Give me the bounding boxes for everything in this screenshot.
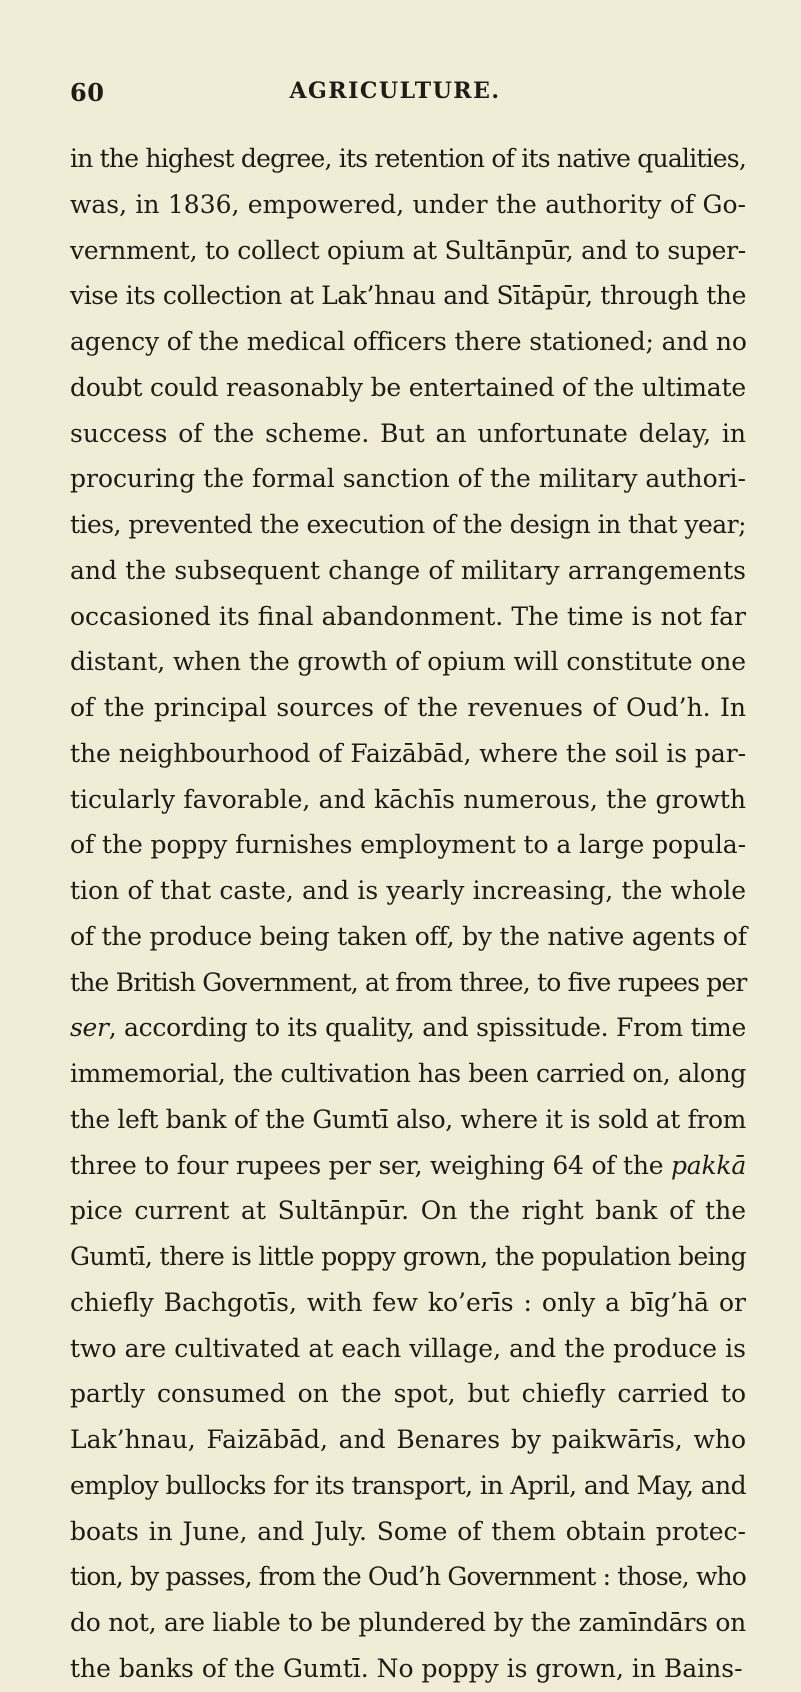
text-segment: two are cultivated at each village, and the produce is <box>70 1333 746 1363</box>
text-segment: the banks of the Gumtī. No poppy is grown, in Bains- <box>70 1653 743 1683</box>
text-line <box>70 1600 746 1646</box>
text-line <box>70 1646 746 1692</box>
text-line <box>70 1417 746 1463</box>
text-line <box>70 731 746 777</box>
body-text <box>70 136 746 1692</box>
text-line <box>70 868 746 914</box>
text-segment: ties, prevented the execution of the design in that year; <box>70 510 746 539</box>
text-line <box>70 1097 746 1143</box>
text-line <box>70 960 746 1006</box>
text-line <box>70 182 746 228</box>
text-line <box>70 1188 746 1234</box>
text-line <box>70 777 746 823</box>
italic-word: pakkā <box>671 1150 746 1180</box>
text-segment: vernment, to collect opium at Sultānpūr, and to super- <box>70 235 746 265</box>
text-segment: success of the scheme. But an unfortunate delay, in <box>70 418 746 448</box>
text-segment: procuring the formal sanction of the military authori- <box>70 464 746 494</box>
text-segment: do not, are liable to be plundered by the zamīndārs on <box>70 1608 746 1637</box>
text-segment: tion, by passes, from the Oud’h Government : those, who <box>70 1562 746 1592</box>
page-header <box>70 78 720 114</box>
text-line <box>70 502 746 548</box>
text-segment: agency of the medical officers there stationed; and no <box>70 327 747 356</box>
text-line <box>70 548 746 594</box>
italic-word: ser <box>70 1013 109 1043</box>
text-segment: the British Government, at from three, to five rupees per <box>70 967 747 997</box>
text-segment: Gumtī, there is little poppy grown, the population being <box>70 1242 746 1271</box>
page-number: 60 <box>70 78 105 107</box>
text-segment: doubt could reasonably be entertained of the ultimate <box>70 372 746 402</box>
text-segment: tion of that caste, and is yearly increasing, the whole <box>70 876 746 905</box>
running-head: AGRICULTURE. <box>289 78 501 104</box>
text-line <box>70 1051 746 1097</box>
text-line <box>70 319 746 365</box>
text-segment: Lak’hnau, Faizābād, and Benares by paikwārīs, who <box>70 1425 746 1454</box>
text-segment: was, in 1836, empowered, under the authority of Go- <box>70 189 746 219</box>
text-segment: employ bullocks for its transport, in April, and May, and <box>70 1470 746 1500</box>
text-line <box>70 685 746 731</box>
text-line <box>70 228 746 274</box>
text-line <box>70 1326 746 1372</box>
text-segment: partly consumed on the spot, but chiefly carried to <box>70 1379 746 1409</box>
text-segment: of the poppy furnishes employment to a large popula- <box>70 830 746 860</box>
text-line <box>70 594 746 640</box>
text-line <box>70 1371 746 1417</box>
text-line <box>70 1554 746 1600</box>
text-line <box>70 639 746 685</box>
text-line <box>70 1005 746 1051</box>
text-segment: , according to its quality, and spissitude. From time <box>108 1013 746 1043</box>
text-segment: of the principal sources of the revenues of Oud’h. In <box>70 693 746 722</box>
text-segment: pice current at Sultānpūr. On the right bank of the <box>70 1196 746 1226</box>
text-line <box>70 1143 746 1189</box>
text-segment: of the produce being taken off, by the native agents of <box>70 921 747 951</box>
text-segment: occasioned its final abandonment. The time is not far <box>70 601 746 631</box>
text-line <box>70 1234 746 1280</box>
text-line <box>70 914 746 960</box>
text-line <box>70 1509 746 1555</box>
text-segment: immemorial, the cultivation has been carried on, along <box>70 1059 746 1088</box>
text-line <box>70 136 746 182</box>
text-segment: chiefly Bachgotīs, with few ko’erīs : only a bīg’hā or <box>70 1287 746 1317</box>
text-line <box>70 1280 746 1326</box>
text-line <box>70 456 746 502</box>
text-segment: and the subsequent change of military arrangements <box>70 555 746 585</box>
text-line <box>70 273 746 319</box>
text-segment: ticularly favorable, and kāchīs numerous, the growth <box>70 784 746 814</box>
text-segment: distant, when the growth of opium will constitute one <box>70 647 746 677</box>
text-line <box>70 365 746 411</box>
text-segment: three to four rupees per ser, weighing 64 of the <box>70 1150 672 1180</box>
text-line <box>70 1463 746 1509</box>
text-segment: vise its collection at Lak’hnau and Sītāpūr, through the <box>70 281 746 311</box>
text-segment: the neighbourhood of Faizābād, where the soil is par- <box>70 738 746 768</box>
text-line <box>70 411 746 457</box>
text-line <box>70 822 746 868</box>
text-segment: boats in June, and July. Some of them obtain protec- <box>70 1516 746 1546</box>
text-segment: in the highest degree, its retention of its native qualities, <box>70 144 746 173</box>
text-segment: the left bank of the Gumtī also, where it is sold at from <box>70 1104 746 1134</box>
